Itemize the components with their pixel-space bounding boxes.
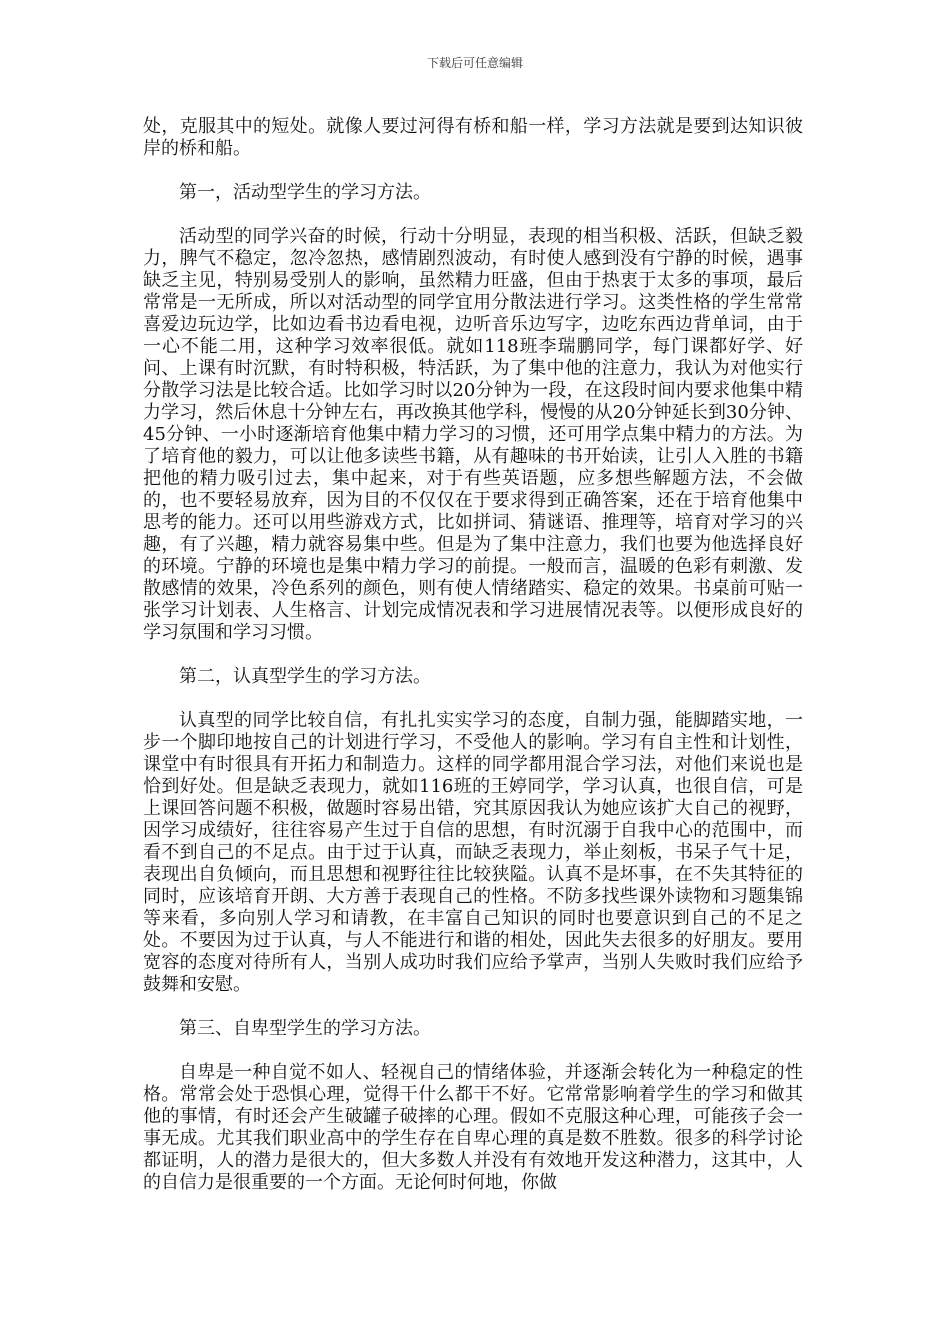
section-heading-inferiority-type: 第三、自卑型学生的学习方法。 (179, 1018, 431, 1039)
paragraph-continued: 处，克服其中的短处。就像人要过河得有桥和船一样，学习方法就是要到达知识彼岸的桥和船。 (143, 116, 803, 159)
document-body (143, 116, 803, 1216)
page-header: 下载后可任意编辑 (426, 56, 523, 70)
section-heading-active-type: 第一，活动型学生的学习方法。 (179, 182, 431, 203)
section-heading-serious-type: 第二，认真型学生的学习方法。 (179, 666, 431, 687)
paragraph-serious-type: 认真型的同学比较自信，有扎扎实实学习的态度，自制力强，能脚踏实地，一步一个脚印地按自己的计划进行学习，不受他人的影响。学习有自主性和计划性，课堂中有时很具有开拓力和制造力。这样的同学都用混合学习法，对他们来说也是恰到好处。但是缺乏表现力，就如116班的王婷同学，学习认真，也很自信，可是上课回答问题不积极，做题时容易出错，究其原因我认为她应该扩大自己的视野，因学习成绩好，往往容易产生过于自信的思想，有时沉溺于自我中心的范围中，而看不到自己的不足点。由于过于认真，而缺乏表现力，举止刻板，书呆子气十足，表现出自负倾向，而且思想和视野往往比较狭隘。认真不是坏事，在不失其特征的同时，应该培育开朗、大方善于表现自己的性格。不防多找些课外读物和习题集锦等来看，多向别人学习和请教，在丰富自己知识的同时也要意识到自己的不足之处。不要因为过于认真，与人不能进行和谐的相处，因此失去很多的好朋友。要用宽容的态度对待所有人，当别人成功时我们应给予掌声，当别人失败时我们应给予鼓舞和安慰。 (143, 710, 803, 995)
paragraph-inferiority-type: 自卑是一种自觉不如人、轻视自己的情绪体验，并逐渐会转化为一种稳定的性格。常常会处于恐惧心理，觉得干什么都干不好。它常常影响着学生的学习和做其他的事情，有时还会产生破罐子破摔的心理。假如不克服这种心理，可能孩子会一事无成。尤其我们职业高中的学生存在自卑心理的真是数不胜数。很多的科学讨论都证明，人的潜力是很大的，但大多数人并没有有效地开发这种潜力，这其中，人的自信力是很重要的一个方面。无论何时何地，你做 (143, 1062, 803, 1193)
paragraph-active-type: 活动型的同学兴奋的时候，行动十分明显，表现的相当积极、活跃，但缺乏毅力，脾气不稳定，忽冷忽热，感情剧烈波动，有时使人感到没有宁静的时候，遇事缺乏主见，特别易受别人的影响，虽然精力旺盛，但由于热衷于太多的事项，最后常常是一无所成，所以对活动型的同学宜用分散法进行学习。这类性格的学生常常喜爱边玩边学，比如边看书边看电视，边听音乐边写字，边吃东西边背单词，由于一心不能二用，这种学习效率很低。就如118班李瑞鹏同学，每门课都好学、好问、上课有时沉默，有时特积极，特活跃，为了集中他的注意力，我认为对他实行分散学习法是比较合适。比如学习时以20分钟为一段，在这段时间内要求他集中精力学习，然后休息十分钟左右，再改换其他学科，慢慢的从20分钟延长到30分钟、45分钟、一小时逐渐培育他集中精力学习的习惯，还可用学点集中精力的方法。为了培育他的毅力，可以让他多读些书籍，从有趣味的书开始读，让引人入胜的书籍把他的精力吸引过去，集中起来，对于有些英语题，应多想些解题方法，不会做的，也不要轻易放弃，因为目的不仅仅在于要求得到正确答案，还在于培育他集中思考的能力。还可以用些游戏方式，比如拼词、猜谜语、推理等，培育对学习的兴趣，有了兴趣，精力就容易集中些。但是为了集中注意力，我们也要为他选择良好的环境。宁静的环境也是集中精力学习的前提。一般而言，温暖的色彩有刺激、发散感情的效果，冷色系列的颜色，则有使人情绪踏实、稳定的效果。书桌前可贴一张学习计划表、人生格言、计划完成情况表和学习进展情况表等。以便形成良好的学习氛围和学习习惯。 (143, 226, 803, 643)
